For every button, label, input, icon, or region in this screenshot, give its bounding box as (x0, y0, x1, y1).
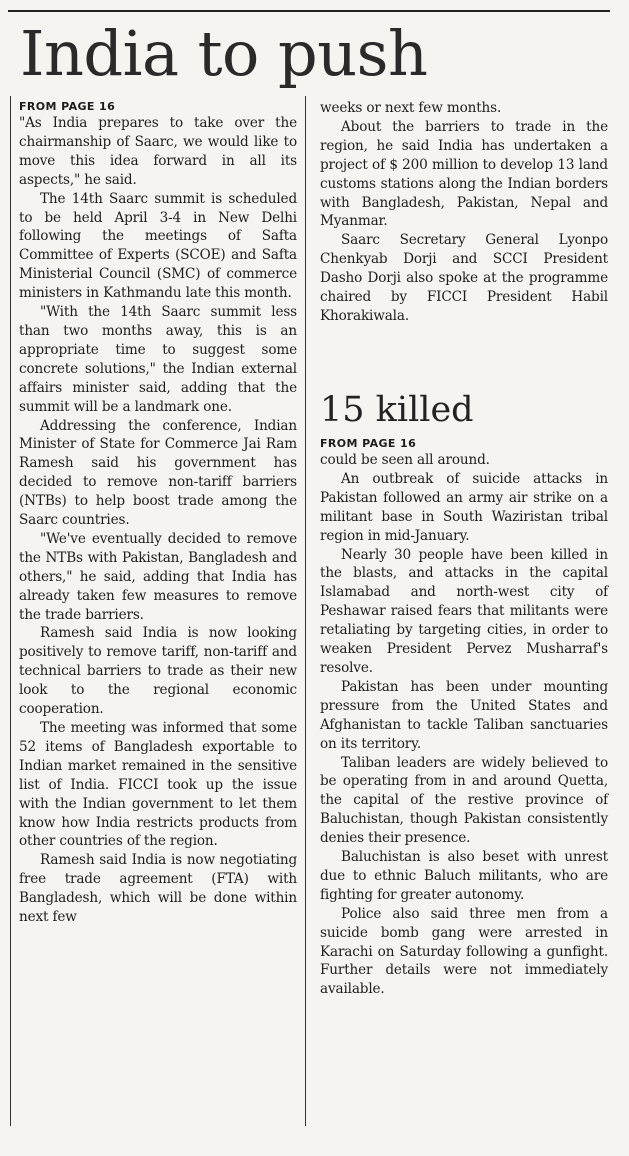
article1-kicker: FROM PAGE 16 (19, 100, 116, 113)
article1-column-1 (19, 99, 297, 927)
article1-paragraph: "We've eventually decided to remove the NTBs with Pakistan, Bangladesh and others," he said, adding that India has already taken few measures to remove the trade barriers. (19, 530, 297, 623)
column-divider (305, 96, 306, 1126)
article1-paragraph: "With the 14th Saarc summit less than two months away, this is an appropriate time to suggest some concrete solutions," the Indian external affairs minister said, adding that the summit will be a landmark one. (19, 304, 297, 415)
article1-column-2 (320, 99, 608, 326)
article1-continuation: About the barriers to trade in the region, he said India has undertaken a project of $ 200 million to develop 13 land customs stations along the Indian borders with Bangladesh, Pakistan, Nepal and Myanmar. (320, 118, 608, 230)
headline-india-to-push: India to push (20, 17, 428, 90)
article1-paragraph: Ramesh said India is now looking positively to remove tariff, non-tariff and technical barriers to trade as their new look to the regional economic cooperation. (19, 625, 297, 718)
headline-15-killed: 15 killed (320, 390, 474, 430)
article2-paragraph: Nearly 30 people have been killed in the blasts, and attacks in the capital Islamabad and north-west city of Peshawar raised fears that militants were retaliating by targeting cities, in order to weaken President Pervez Musharraf's resolve. (320, 546, 608, 676)
article1-paragraph: The 14th Saarc summit is scheduled to be held April 3-4 in New Delhi following the meetings of Safta Committee of Experts (SCOE) and Safta Ministerial Council (SMC) of commerce ministers in Kathmandu late this month. (19, 190, 297, 302)
article1-paragraph: "As India prepares to take over the chairmanship of Saarc, we would like to move this idea forward in all its aspects," he said. (19, 115, 297, 188)
left-column-rule (10, 96, 11, 1126)
article2-paragraph: Pakistan has been under mounting pressure from the United States and Afghanistan to tackle Taliban sanctuaries on its territory. (320, 678, 608, 752)
article2-paragraph: Baluchistan is also beset with unrest due to ethnic Baluch militants, who are fighting for greater autonomy. (320, 849, 608, 903)
article2-column (320, 436, 608, 999)
article1-continuation: Saarc Secretary General Lyonpo Chenkyab Dorji and SCCI President Dasho Dorji also spoke at the programme chaired by FICCI President Habil Khorakiwala. (320, 232, 608, 324)
top-rule (8, 10, 610, 12)
article2-paragraph: Police also said three men from a suicide bomb gang were arrested in Karachi on Saturday following a gunfight. Further details were not immediately available. (320, 905, 608, 998)
article2-paragraph: An outbreak of suicide attacks in Pakistan followed an army air strike on a militant base in South Waziristan tribal region in mid-January. (320, 470, 608, 544)
article1-paragraph: Ramesh said India is now negotiating free trade agreement (FTA) with Bangladesh, which will be done within next few (19, 852, 297, 926)
article1-paragraph: The meeting was informed that some 52 items of Bangladesh exportable to Indian market remained in the sensitive list of India. FICCI took up the issue with the Indian government to let them know how India restricts products from other countries of the region. (19, 720, 297, 850)
article1-paragraph: Addressing the conference, Indian Minister of State for Commerce Jai Ram Ramesh said his government has decided to remove non-tariff barriers (NTBs) to help boost trade among the Saarc countries. (19, 417, 297, 529)
article2-paragraph: Taliban leaders are widely believed to be operating from in and around Quetta, the capital of the restive province of Baluchistan, though Pakistan consistently denies their presence. (320, 754, 608, 847)
article1-continuation: weeks or next few months. (320, 100, 502, 116)
article2-kicker: FROM PAGE 16 (320, 437, 417, 450)
article2-paragraph: could be seen all around. (320, 452, 490, 468)
